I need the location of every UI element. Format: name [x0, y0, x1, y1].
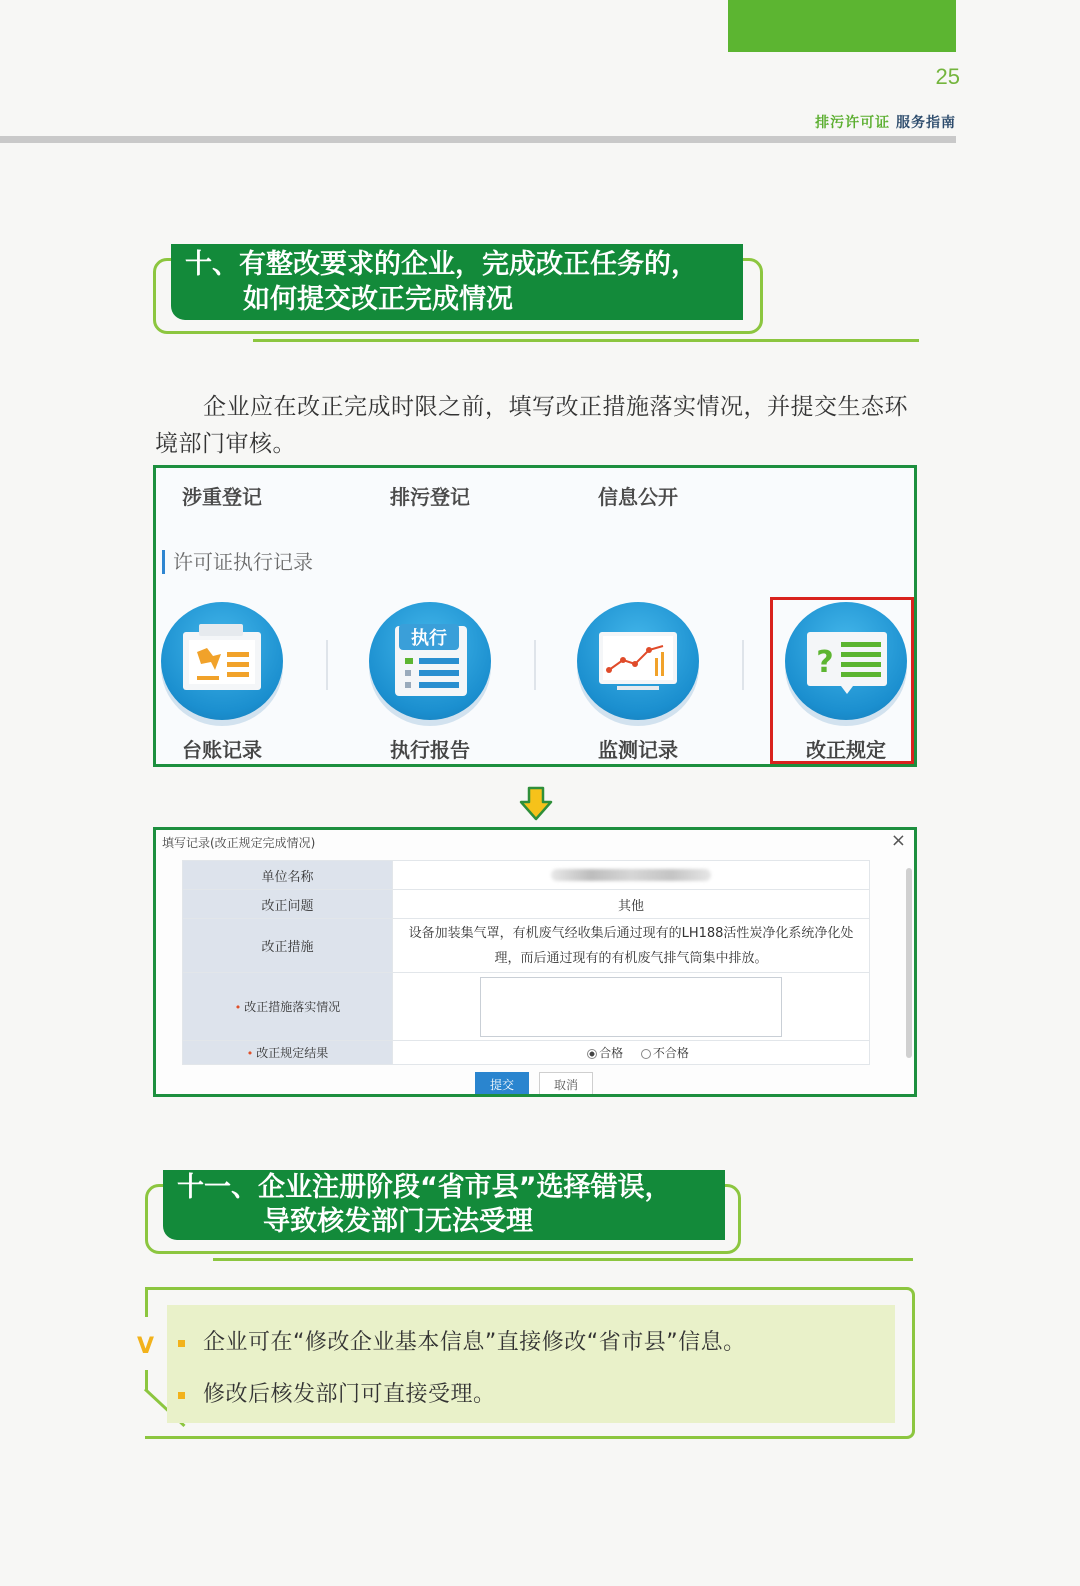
header-divider: [0, 136, 956, 143]
tile-separator: [742, 640, 744, 690]
guide-title: [815, 112, 956, 132]
report-icon-text: 执行: [411, 628, 447, 649]
record-section-title: 许可证执行记录: [162, 550, 313, 574]
tile-label: 台账记录: [182, 738, 262, 762]
section-title-bar: [163, 1170, 725, 1240]
section-title-bar: [171, 244, 743, 320]
bullet-item: [178, 1377, 496, 1408]
cancel-button[interactable]: 取消: [539, 1072, 593, 1097]
radio-fail[interactable]: [641, 1049, 651, 1059]
down-arrow-icon: [518, 786, 554, 822]
dialog-title: 填写记录(改正规定完成情况): [162, 836, 316, 850]
bullet-text: 企业可在“修改企业基本信息”直接修改“省市县”信息。: [203, 1330, 746, 1355]
section-title-line2: 导致核发部门无法受理: [263, 1206, 533, 1237]
bullet-text: 修改后核发部门可直接受理。: [203, 1382, 496, 1407]
chevron-icon: V: [137, 1334, 155, 1359]
tile-label: 监测记录: [598, 738, 678, 762]
measures-value: 设备加装集气罩，有机废气经收集后通过现有的LH188活性炭净化系统净化处理，而后通过现有的有机废气排气筒集中排放。: [393, 919, 870, 973]
body-paragraph: 企业应在改正完成时限之前，填写改正措施落实情况，并提交生态环境部门审核。: [155, 394, 908, 457]
field-label: 改正问题: [183, 890, 393, 919]
tab-heavy-metal-registration[interactable]: 涉重登记: [182, 485, 262, 509]
correction-form-dialog: [153, 827, 917, 1097]
field-label-text: 改正规定结果: [256, 1046, 329, 1060]
radio-label: 合格: [599, 1046, 624, 1060]
table-row: [183, 973, 870, 1041]
section-underline: [213, 1258, 913, 1261]
report-icon: [369, 602, 491, 720]
scrollbar[interactable]: [906, 868, 912, 1058]
tab-discharge-registration[interactable]: 排污登记: [390, 485, 470, 509]
table-row: [183, 861, 870, 890]
field-label: 单位名称: [183, 861, 393, 890]
close-icon[interactable]: ×: [890, 830, 906, 851]
section-title-line1: 十一、企业注册阶段“省市县”选择错误，: [177, 1172, 672, 1203]
result-radio-group: [393, 1041, 870, 1065]
section-underline: [253, 339, 919, 342]
form-table: [182, 860, 870, 1065]
section-title-line1: 十、有整改要求的企业，完成改正任务的，: [185, 249, 698, 280]
ledger-icon: [161, 602, 283, 720]
tile-monitoring-records[interactable]: [563, 602, 713, 763]
implementation-cell: [393, 973, 870, 1041]
radio-label: 不合格: [652, 1046, 689, 1060]
tile-label: 执行报告: [390, 738, 470, 762]
guide-title-green: 排污许可证: [815, 115, 891, 131]
redacted-text: [551, 869, 711, 881]
header-green-block: [728, 0, 956, 52]
required-mark: •: [234, 1001, 242, 1014]
bullet-square-icon: [178, 1340, 185, 1347]
page-number: 25: [935, 64, 960, 89]
submit-button[interactable]: 提交: [475, 1072, 529, 1097]
table-row: [183, 890, 870, 919]
required-mark: •: [246, 1047, 254, 1060]
field-label-text: 改正措施落实情况: [244, 1000, 341, 1014]
field-label: 改正措施: [183, 919, 393, 973]
unit-name-value: [393, 861, 870, 890]
highlight-box: [770, 597, 914, 764]
problem-value: 其他: [393, 890, 870, 919]
bullet-square-icon: [178, 1392, 185, 1399]
bullet-box-frame-left: [145, 1287, 148, 1317]
tile-ledger-records[interactable]: [153, 602, 297, 763]
section-title-line2: 如何提交改正完成情况: [243, 284, 513, 315]
table-row: [183, 1041, 870, 1065]
field-label: [183, 1041, 393, 1065]
tile-separator: [534, 640, 536, 690]
permit-records-screenshot: [153, 465, 917, 767]
guide-title-navy: 服务指南: [896, 115, 956, 131]
field-label: [183, 973, 393, 1041]
question-mark-text: ?: [816, 645, 834, 680]
radio-pass[interactable]: [587, 1049, 597, 1059]
tile-separator: [326, 640, 328, 690]
tile-label: 改正规定: [806, 738, 886, 762]
monitor-chart-icon: [577, 602, 699, 720]
tile-execution-report[interactable]: [355, 602, 505, 763]
implementation-textarea[interactable]: [480, 977, 782, 1037]
tab-information-disclosure[interactable]: 信息公开: [598, 485, 678, 509]
bullet-item: [178, 1325, 746, 1356]
table-row: [183, 919, 870, 973]
